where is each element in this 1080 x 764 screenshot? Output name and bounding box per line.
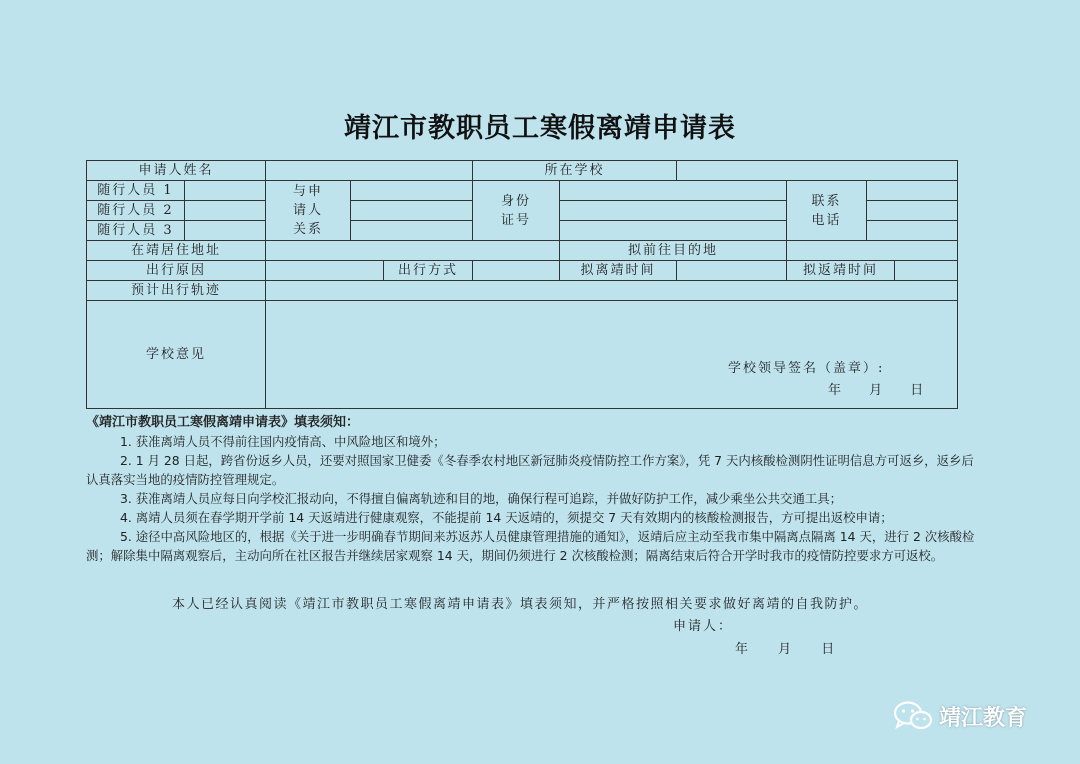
companion3-label: 随行人员 3: [87, 221, 185, 241]
applicant-name-label: 申请人姓名: [87, 161, 266, 181]
companion1-label: 随行人员 1: [87, 181, 185, 201]
companion1-relation-field[interactable]: [351, 181, 473, 201]
instructions-heading: 《靖江市教职员工寒假离靖申请表》填表须知：: [86, 415, 360, 430]
reason-label: 出行原因: [87, 261, 266, 281]
phone-label: 联系 电话: [787, 181, 867, 241]
companion2-relation-field[interactable]: [351, 201, 473, 221]
row-opinion: [87, 301, 958, 409]
declaration-text: 本人已经认真阅读《靖江市教职员工寒假离靖申请表》填表须知，并严格按照相关要求做好离靖的自我防护。: [172, 597, 869, 612]
mode-label: 出行方式: [384, 261, 473, 281]
instruction-item: 1. 获准离靖人员不得前往国内疫情高、中风险地区和境外；: [120, 434, 446, 449]
companion3-id-field[interactable]: [560, 221, 787, 241]
id-number-label: 身份 证号: [473, 181, 560, 241]
school-label: 所在学校: [473, 161, 677, 181]
companion1-phone-field[interactable]: [867, 181, 958, 201]
instruction-item: 3. 获准离靖人员应每日向学校汇报动向，不得擅自偏离轨迹和目的地，确保行程可追踪，并做好防护工作，减少乘坐公共交通工具；: [120, 491, 843, 506]
route-field[interactable]: [266, 281, 958, 301]
row-address: [87, 241, 958, 261]
route-label: 预计出行轨迹: [87, 281, 266, 301]
companion3-relation-field[interactable]: [351, 221, 473, 241]
applicant-name-field[interactable]: [266, 161, 473, 181]
destination-label: 拟前往目的地: [560, 241, 787, 261]
leader-signature-label: 学校领导签名（盖章）:: [728, 361, 885, 376]
school-opinion-label: 学校意见: [87, 301, 266, 409]
school-field[interactable]: [677, 161, 958, 181]
companion2-label: 随行人员 2: [87, 201, 185, 221]
applicant-signature-label: 申请人：: [673, 619, 734, 634]
row-companion-1: [87, 181, 958, 201]
form-title: 靖江市教职员工寒假离靖申请表: [344, 113, 736, 144]
companion2-id-field[interactable]: [560, 201, 787, 221]
companion2-phone-field[interactable]: [867, 201, 958, 221]
companion2-name-field[interactable]: [185, 201, 266, 221]
mode-field[interactable]: [473, 261, 560, 281]
wechat-icon: [893, 700, 933, 732]
companion1-name-field[interactable]: [185, 181, 266, 201]
residence-field[interactable]: [266, 241, 560, 261]
reason-field[interactable]: [266, 261, 384, 281]
row-applicant: [87, 161, 958, 181]
wechat-watermark: [893, 700, 1027, 732]
companion3-phone-field[interactable]: [867, 221, 958, 241]
leave-time-label: 拟离靖时间: [560, 261, 677, 281]
leave-time-field[interactable]: [677, 261, 787, 281]
companion1-id-field[interactable]: [560, 181, 787, 201]
return-time-field[interactable]: [895, 261, 958, 281]
relation-label: 与申 请人 关系: [266, 181, 351, 241]
instructions: [86, 413, 986, 565]
instruction-item: 2. 1 月 28 日起，跨省份返乡人员，还要对照国家卫健委《冬春季农村地区新冠肺炎疫情防控工作方案》，凭 7 天内核酸检测阴性证明信息方可返乡，返乡后认真落实当地的疫情防控管理规定。: [86, 453, 974, 487]
destination-field[interactable]: [787, 241, 958, 261]
companion3-name-field[interactable]: [185, 221, 266, 241]
row-route: [87, 281, 958, 301]
application-form-table: [86, 160, 958, 409]
instruction-item: 5. 途径中高风险地区的，根据《关于进一步明确春节期间来苏返苏人员健康管理措施的通知》，返靖后应主动至我市集中隔离点隔离 14 天，进行 2 次核酸检测；解除集中隔离观察后，主动向所在社区报告并继续居家观察 14 天，期间仍须进行 2 次核酸检测；隔离结束后符合开学时我市的疫情防控要求方可返校。: [86, 529, 975, 563]
row-travel: [87, 261, 958, 281]
brand-name: 靖江教育: [939, 705, 1028, 731]
return-time-label: 拟返靖时间: [787, 261, 895, 281]
instruction-item: 4. 离靖人员须在春学期开学前 14 天返靖进行健康观察，不能提前 14 天返靖的，须提交 7 天有效期内的核酸检测报告，方可提出返校申请；: [120, 510, 893, 525]
opinion-date: 年 月 日: [828, 383, 926, 398]
applicant-date: 年 月 日: [735, 642, 837, 657]
school-opinion-field[interactable]: [266, 301, 958, 409]
residence-label: 在靖居住地址: [87, 241, 266, 261]
